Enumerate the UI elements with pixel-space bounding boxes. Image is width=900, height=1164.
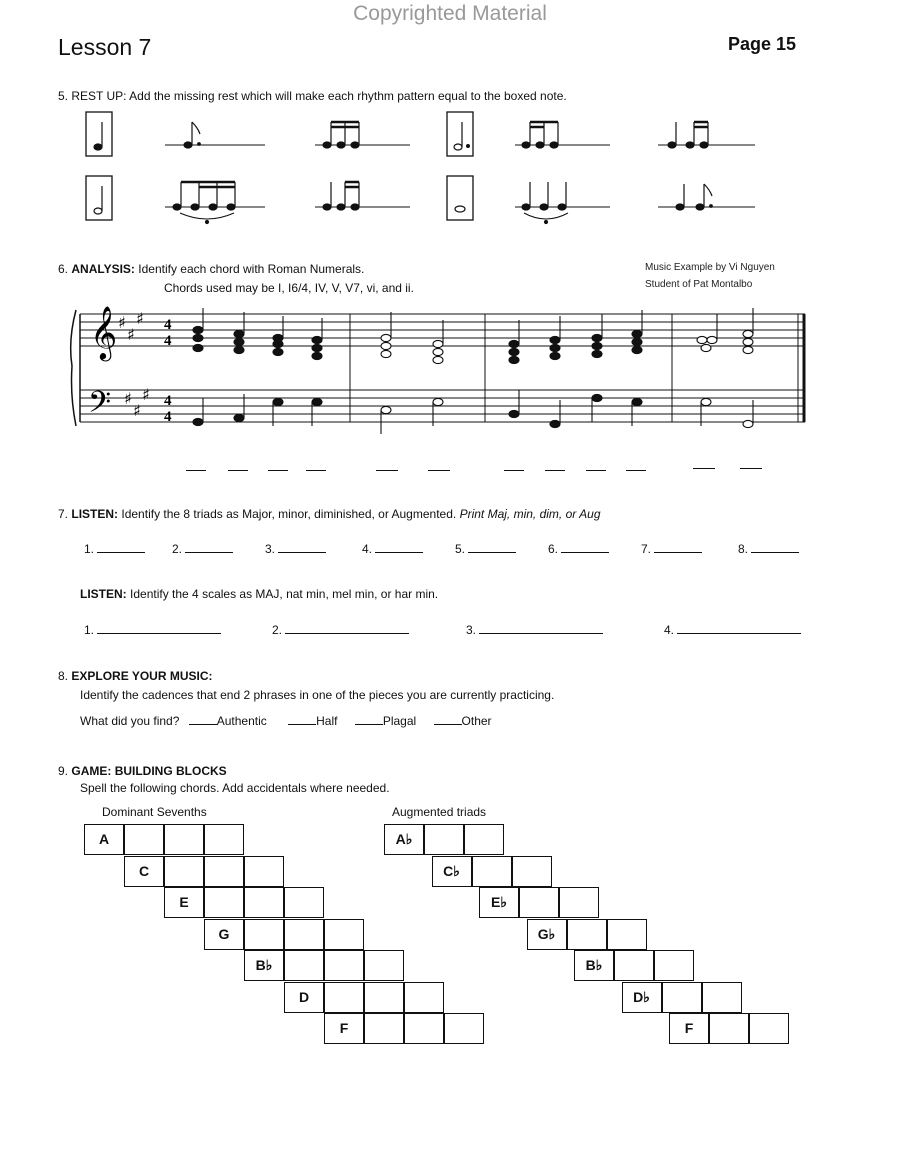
chord-answer-cell[interactable] (607, 919, 647, 950)
chord-answer-cell[interactable] (124, 824, 164, 855)
chord-root-label: D♭ (633, 988, 650, 1005)
dotted-half-note (454, 144, 462, 150)
chord-root-label: B♭ (585, 957, 603, 973)
scale-answer-4[interactable]: 4. (664, 623, 801, 637)
svg-text:♯: ♯ (127, 325, 135, 344)
section-number: 6. (58, 262, 69, 276)
chord-answer-cell[interactable] (512, 856, 552, 887)
grand-staff (0, 290, 900, 450)
triad-answer-6[interactable]: 6. (548, 542, 609, 556)
treble-clef: 𝄞 (90, 305, 118, 359)
chord-answer-cell[interactable] (364, 982, 404, 1013)
chord-root-label: A (98, 831, 110, 847)
triad-answer-1[interactable]: 1. (84, 542, 145, 556)
scales-instructions: Identify the 4 scales as MAJ, nat min, mel min, or har min. (130, 587, 439, 601)
chord-root-label: F (339, 1020, 349, 1036)
music-credit: Music Example by Vi Nguyen (645, 262, 775, 273)
cadence-prompt: What did you find? (80, 714, 180, 728)
chord-answer-cell[interactable] (709, 1013, 749, 1044)
plagal-blank[interactable] (355, 724, 383, 725)
print-hint: Print Maj, min, dim, or Aug (459, 507, 601, 521)
chord-answer-cell[interactable] (164, 856, 204, 887)
svg-text:4: 4 (164, 333, 172, 349)
augmented-triads-title: Augmented triads (392, 805, 487, 819)
section-title: EXPLORE YOUR MUSIC: (71, 669, 213, 683)
scales-heading (80, 587, 438, 601)
chord-root-label: A♭ (395, 831, 413, 847)
section-8-instructions: Identify the cadences that end 2 phrases in one of the pieces you are currently practicing. (80, 688, 555, 702)
chord-answer-cell[interactable] (444, 1013, 484, 1044)
chord-root-label: C (138, 862, 150, 879)
chord-answer-cell[interactable] (164, 824, 204, 855)
chords-used: Chords used may be I, I6/4, IV, V, V7, vi, and ii. (164, 281, 414, 295)
chord-answer-cell[interactable] (662, 982, 702, 1013)
chord-answer-cell[interactable] (654, 950, 694, 981)
chord-answer-cell[interactable] (567, 919, 607, 950)
section-6-heading (58, 262, 364, 276)
section-title: ANALYSIS: (71, 262, 135, 276)
chord-answer-cell[interactable] (324, 982, 364, 1013)
chord-answer-cell[interactable] (244, 887, 284, 918)
svg-text:♯: ♯ (118, 313, 126, 332)
chord-answer-cell[interactable] (404, 982, 444, 1013)
boxed-whole-note (447, 176, 473, 220)
chord-answer-cell[interactable] (559, 887, 599, 918)
chord-answer-cell[interactable] (404, 1013, 444, 1044)
scale-answer-1[interactable]: 1. (84, 623, 221, 637)
triad-answer-3[interactable]: 3. (265, 542, 326, 556)
chord-answer-cell[interactable] (324, 950, 364, 981)
section-number: 9. (58, 764, 69, 778)
rest-up-rhythms (0, 100, 900, 230)
student-credit: Student of Pat Montalbo (645, 279, 753, 290)
triad-answer-7[interactable]: 7. (641, 542, 702, 556)
svg-text:♯: ♯ (124, 389, 132, 408)
chord-answer-cell[interactable] (749, 1013, 789, 1044)
section-instructions: Identify each chord with Roman Numerals. (138, 262, 365, 276)
chord-answer-cell[interactable] (364, 950, 404, 981)
section-number: 5. (58, 89, 69, 103)
svg-text:♯: ♯ (133, 401, 141, 420)
svg-text:4: 4 (164, 317, 172, 333)
lesson-title: Lesson 7 (58, 34, 152, 60)
chord-answer-cell[interactable] (284, 887, 324, 918)
authentic-label: Authentic (216, 714, 267, 728)
other-blank[interactable] (434, 724, 462, 725)
svg-text:♯: ♯ (136, 309, 144, 328)
dominant-sevenths-title: Dominant Sevenths (102, 805, 207, 819)
watermark: Copyrighted Material (353, 2, 547, 25)
chord-answer-cell[interactable] (464, 824, 504, 855)
chord-answer-cell[interactable] (614, 950, 654, 981)
section-9-heading (58, 764, 227, 778)
other-label: Other (461, 714, 492, 728)
svg-text:♯: ♯ (142, 385, 150, 404)
chord-answer-cell[interactable] (244, 856, 284, 887)
chord-answer-cell[interactable] (204, 856, 244, 887)
chord-answer-cell[interactable] (284, 919, 324, 950)
chord-root-label: G♭ (537, 925, 556, 942)
chord-answer-cell[interactable] (472, 856, 512, 887)
svg-text:4: 4 (164, 393, 172, 409)
bass-clef: 𝄢 (88, 386, 112, 427)
chord-root-label: C♭ (443, 862, 460, 879)
half-blank[interactable] (288, 724, 316, 725)
section-instructions: Identify the 8 triads as Major, minor, diminished, or Augmented. (121, 507, 457, 521)
chord-root-label: F (684, 1020, 694, 1036)
chord-answer-cell[interactable] (324, 919, 364, 950)
triad-answer-2[interactable]: 2. (172, 542, 233, 556)
cadence-question (80, 714, 492, 728)
triad-answer-5[interactable]: 5. (455, 542, 516, 556)
quarter-note (94, 144, 102, 150)
chord-root-label: G (218, 925, 230, 942)
chord-answer-cell[interactable] (702, 982, 742, 1013)
scale-answer-2[interactable]: 2. (272, 623, 409, 637)
chord-answer-cell[interactable] (519, 887, 559, 918)
chord-answer-cell[interactable] (284, 950, 324, 981)
chord-root-label: B♭ (255, 957, 273, 973)
half-note (94, 208, 102, 214)
plagal-label: Plagal (382, 714, 417, 728)
chord-answer-cell[interactable] (204, 887, 244, 918)
chord-answer-cell[interactable] (204, 824, 244, 855)
section-title: REST UP: (71, 89, 127, 103)
chord-root-label: E♭ (491, 894, 507, 910)
triad-answer-8[interactable]: 8. (738, 542, 799, 556)
svg-text:4: 4 (164, 409, 172, 425)
triad-answer-4[interactable]: 4. (362, 542, 423, 556)
section-title: GAME: BUILDING BLOCKS (71, 764, 227, 778)
authentic-blank[interactable] (189, 724, 217, 725)
scale-answer-3[interactable]: 3. (466, 623, 603, 637)
listen-title: LISTEN: (80, 587, 127, 601)
section-8-heading (58, 669, 213, 683)
chord-root-label: E (179, 894, 189, 910)
whole-note (455, 206, 465, 212)
chord-root-label: D (298, 988, 310, 1005)
page-number: Page 15 (728, 34, 797, 54)
section-number: 8. (58, 669, 69, 683)
chord-answer-cell[interactable] (244, 919, 284, 950)
section-7-heading (58, 507, 601, 521)
half-label: Half (316, 714, 338, 728)
chord-answer-cell[interactable] (364, 1013, 404, 1044)
section-title: LISTEN: (71, 507, 119, 521)
section-number: 7. (58, 507, 69, 521)
section-9-instructions: Spell the following chords. Add accidentals where needed. (80, 781, 390, 795)
chord-answer-cell[interactable] (424, 824, 464, 855)
section-instructions: Add the missing rest which will make each rhythm pattern equal to the boxed note. (129, 89, 567, 103)
